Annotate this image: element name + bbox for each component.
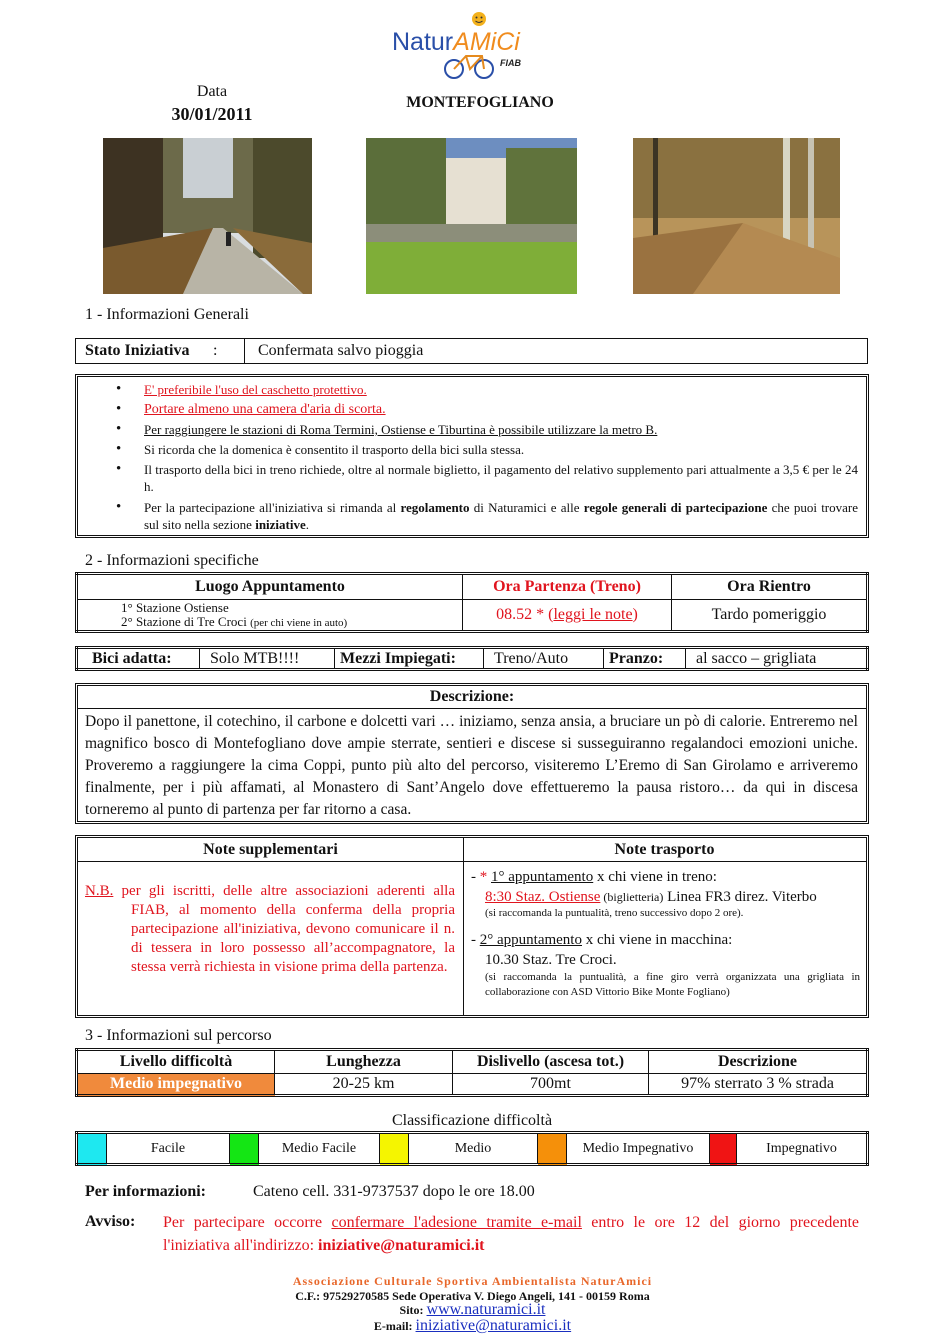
status-row bbox=[75, 338, 868, 364]
section-route-info-title: 3 - Informazioni sul percorso bbox=[85, 1027, 272, 1044]
legend-swatch-medio-facile bbox=[230, 1133, 259, 1165]
footer-org: Associazione Culturale Sportiva Ambientalista NaturAmici bbox=[292, 1274, 653, 1288]
footer-email-link[interactable]: iniziative@naturamici.it bbox=[415, 1317, 572, 1334]
description-box bbox=[75, 683, 869, 824]
footer-site-link[interactable]: www.naturamici.it bbox=[426, 1301, 546, 1318]
meeting-table bbox=[75, 572, 869, 633]
date-value: 30/01/2011 bbox=[171, 104, 253, 124]
rule-metro: • Per raggiungere le stazioni di Roma Termini, Ostiense e Tiburtina è possibile utilizzare la metro B. bbox=[78, 421, 866, 438]
footer-address: C.F.: 97529270585 Sede Operativa V. Diego Angeli, 141 - 00159 Roma bbox=[295, 1289, 650, 1303]
route-desc-header: Descrizione bbox=[649, 1050, 868, 1074]
read-notes-link[interactable]: leggi le note bbox=[553, 606, 633, 623]
date-label: Data bbox=[196, 83, 228, 100]
transport-note-1: - * 1° appuntamento x chi viene in treno: 8:30 Staz. Ostiense (biglietteria) Linea FR3 direz. Viterbo (si raccomanda la puntualità, treno successivo dopo 2 ore). bbox=[471, 869, 817, 919]
return-time-header: Ora Rientro bbox=[672, 574, 868, 600]
difficulty-value: Medio impegnativo bbox=[77, 1074, 275, 1096]
legend-swatch-impegnativo bbox=[710, 1133, 737, 1165]
lunch-value: al sacco – grigliata bbox=[686, 648, 868, 670]
footer-email: E-mail: iniziative@naturamici.it bbox=[373, 1317, 572, 1334]
classification-title: Classificazione difficoltà bbox=[391, 1112, 553, 1129]
departure-time: 08.52 * (leggi le note) bbox=[463, 600, 672, 632]
length-header: Lunghezza bbox=[275, 1050, 453, 1074]
notes-box bbox=[75, 835, 869, 1018]
rule-participation: • Per la partecipazione all'iniziativa si rimanda al regolamento di Naturamici e alle regole generali di partecipazione che puoi trovare sul sito nella sezione iniziative. bbox=[78, 499, 866, 533]
return-time: Tardo pomeriggio bbox=[672, 600, 868, 632]
rules-box bbox=[75, 374, 869, 538]
photo-forest-road bbox=[103, 138, 312, 294]
meeting-place-2: 2° Stazione di Tre Croci (per chi viene in auto) bbox=[121, 613, 348, 629]
legend-swatch-facile bbox=[77, 1133, 107, 1165]
bike-label: Bici adatta: bbox=[77, 648, 200, 670]
info-text: Cateno cell. 331-9737537 dopo le ore 18.00 bbox=[253, 1183, 535, 1200]
meeting-place-header: Luogo Appuntamento bbox=[77, 574, 463, 600]
legend-label-impegnativo: Impegnativo bbox=[737, 1133, 868, 1165]
route-desc-value: 97% sterrato 3 % strada bbox=[649, 1074, 868, 1096]
photo-autumn-path bbox=[633, 138, 840, 294]
description-text: Dopo il panettone, il cotechino, il carbone e dolcetti vari … iniziamo, senza ansia, a bruciare un pò di calorie. Entreremo nel magnifico bosco di Montefogliano dove ampie sterrate, sentieri e discese si susseguiranno regalandoci emozioni uniche. Proveremo a raggiungere la cima Coppi, punto più alto del percorso, visiteremo L’Eremo di San Girolamo e arriveremo finalmente, per i più affamati, al Monastero di Sant’Angelo dove effettueremo la pausa ristoro… da qui in discesa torneremo al punto di partenza per far ritorno a casa. bbox=[85, 713, 858, 818]
warning-text: Per partecipare occorre confermare l'adesione tramite e-mail entro le ore 12 del giorno precedente l'iniziativa all'indirizzo: iniziative@naturamici.it bbox=[163, 1214, 859, 1254]
means-label: Mezzi Impiegati: bbox=[335, 648, 484, 670]
rule-sunday: • Si ricorda che la domenica è consentito il trasporto della bici sulla stessa. bbox=[78, 441, 866, 458]
elevation-value: 700mt bbox=[453, 1074, 649, 1096]
means-value: Treno/Auto bbox=[484, 648, 604, 670]
rule-bike-ticket: • Il trasporto della bici in treno richiede, oltre al normale biglietto, il pagamento del relativo supplemento pari attualmente a 3,5 € per le 24 h. bbox=[78, 461, 866, 495]
extra-info-table bbox=[75, 646, 869, 671]
page-title: MONTEFOGLIANO bbox=[406, 94, 554, 111]
meeting-place-1: 1° Stazione Ostiense bbox=[121, 599, 229, 615]
confirm-email-link[interactable]: confermare l'adesione tramite e-mail bbox=[331, 1214, 582, 1231]
route-table bbox=[75, 1048, 869, 1097]
logo-fiab: FIAB bbox=[500, 58, 521, 68]
section-specific-info-title: 2 - Informazioni specifiche bbox=[85, 552, 259, 569]
difficulty-header: Livello difficoltà bbox=[77, 1050, 275, 1074]
legend-label-medio-facile: Medio Facile bbox=[259, 1133, 380, 1165]
legend-label-medio-impegnativo: Medio Impegnativo bbox=[567, 1133, 710, 1165]
transport-notes-header: Note trasporto bbox=[463, 838, 866, 862]
classification-legend bbox=[75, 1131, 869, 1166]
legend-swatch-medio bbox=[380, 1133, 409, 1165]
transport-note-2: - 2° appuntamento x chi viene in macchina: 10.30 Staz. Tre Croci. (si raccomanda la puntualità, a fine giro verrà organizzata una grigliata in collaborazione con ASD Vittorio Bike Monte Fogliano) bbox=[471, 932, 860, 998]
extra-notes-text: N.B. per gli iscritti, delle altre associazioni aderenti alla FIAB, al momento della conferma della propria partecipazione all'iniziativa, devono comunicare il n. di tessera in loro possesso all’accompagnatore, la stessa verrà richiesta in visione prima della partenza. bbox=[85, 883, 455, 975]
rule-spare-tube: • Portare almeno una camera d'aria di scorta. bbox=[78, 401, 866, 418]
photo-village-field bbox=[366, 138, 577, 294]
warning-email[interactable]: iniziative@naturamici.it bbox=[318, 1237, 485, 1254]
logo-text-amici: AMiCi bbox=[453, 28, 520, 56]
length-value: 20-25 km bbox=[275, 1074, 453, 1096]
extra-notes-header: Note supplementari bbox=[78, 838, 463, 862]
legend-label-medio: Medio bbox=[409, 1133, 538, 1165]
status-colon: : bbox=[213, 342, 218, 359]
warning-label: Avviso: bbox=[85, 1213, 136, 1230]
description-title: Descrizione: bbox=[78, 686, 866, 709]
info-label: Per informazioni: bbox=[85, 1183, 207, 1200]
footer-site: Sito: www.naturamici.it bbox=[399, 1301, 546, 1318]
elevation-header: Dislivello (ascesa tot.) bbox=[453, 1050, 649, 1074]
naturamici-logo bbox=[388, 8, 558, 82]
status-value: Confermata salvo pioggia bbox=[258, 342, 424, 359]
meeting-places bbox=[77, 600, 463, 632]
departure-time-header: Ora Partenza (Treno) bbox=[463, 574, 672, 600]
legend-label-facile: Facile bbox=[107, 1133, 230, 1165]
section-general-info-title: 1 - Informazioni Generali bbox=[85, 306, 249, 323]
legend-swatch-medio-impegnativo bbox=[538, 1133, 567, 1165]
bike-value: Solo MTB!!!! bbox=[200, 648, 335, 670]
rule-helmet: • E' preferibile l'uso del caschetto protettivo. bbox=[78, 381, 866, 398]
logo-text-natur: Natur bbox=[392, 28, 454, 56]
status-label: Stato Iniziativa bbox=[85, 342, 190, 359]
lunch-label: Pranzo: bbox=[604, 648, 686, 670]
